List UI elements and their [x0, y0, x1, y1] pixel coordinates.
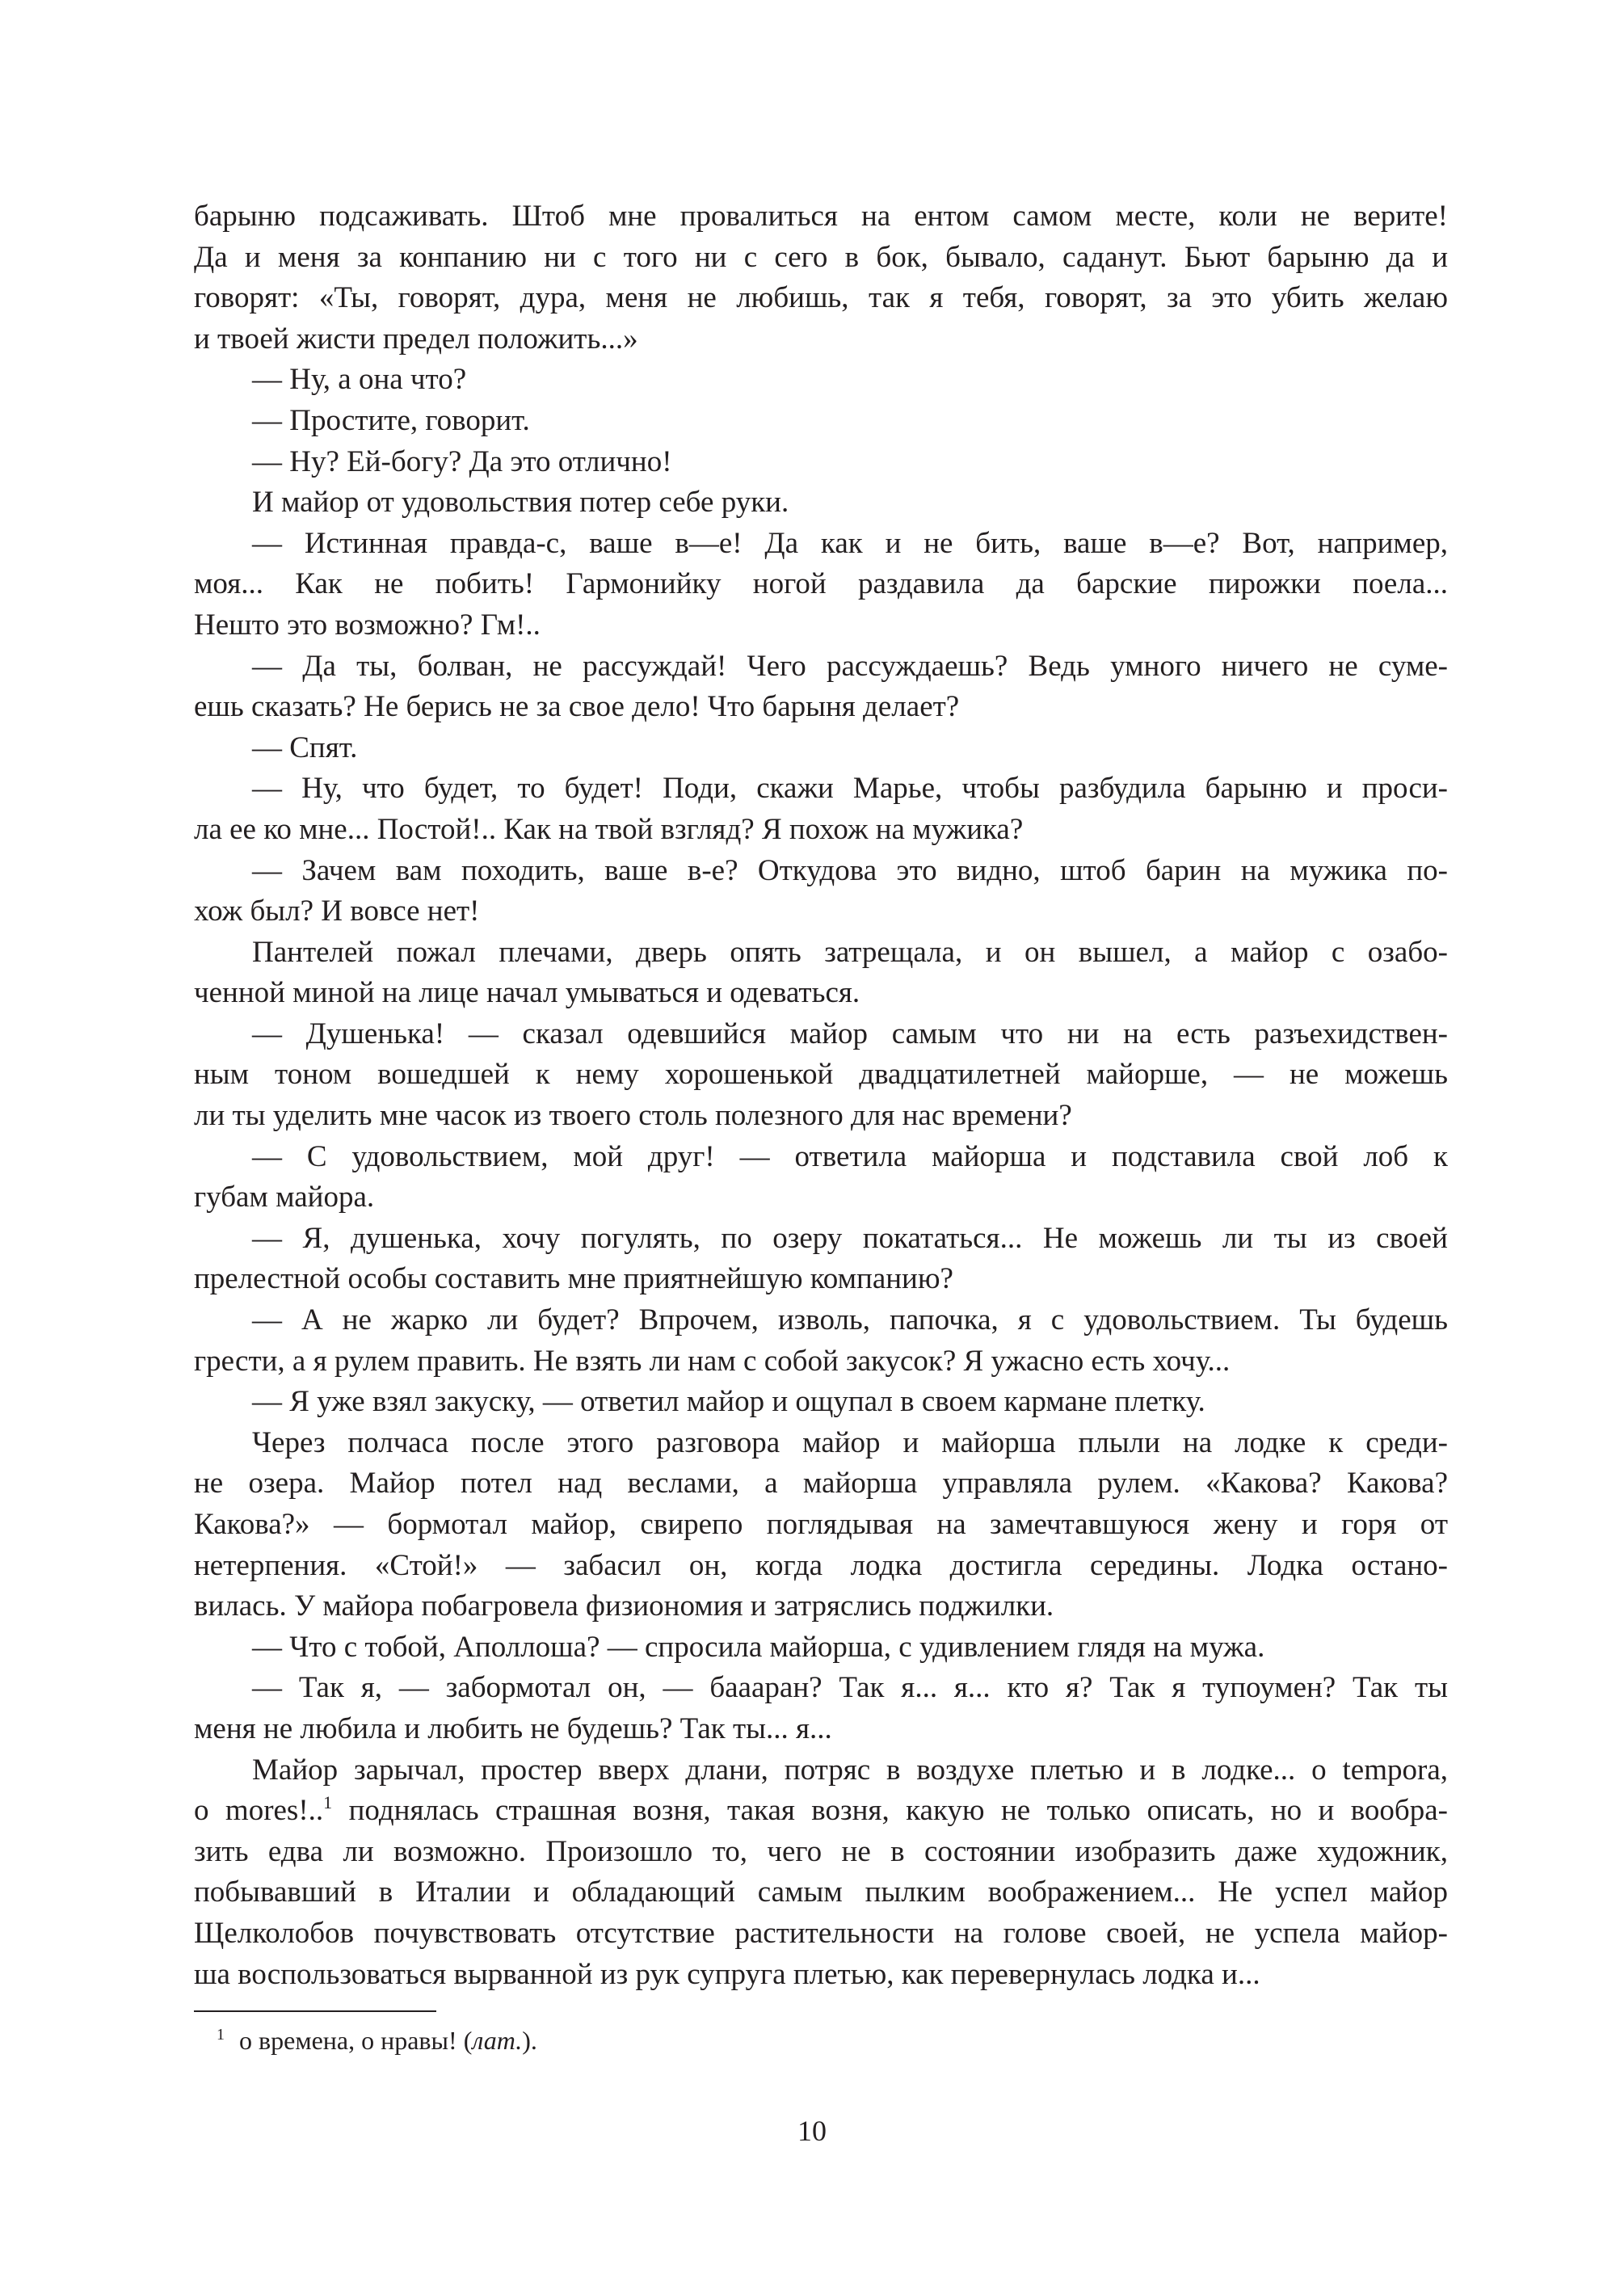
text-line — [194, 891, 1448, 932]
footnote-reference: 1 — [323, 1792, 333, 1813]
text-line — [194, 1341, 1448, 1383]
text-line-content: вилась. У майора побагровела физиономия и затряслись поджилки. — [194, 1589, 1054, 1623]
text-line-content: ла ее ко мне... Постой!.. Как на твой взгляд? Я похож на мужика? — [194, 812, 1024, 846]
text-line — [194, 810, 1448, 851]
text-line-content: — Ну, а она что? — [252, 363, 467, 397]
text-line-content: — Да ты, болван, не рассуждай! Чего рассуждаешь? Ведь умного ничего не суме- — [252, 649, 1448, 683]
text-line — [194, 482, 1448, 524]
text-line — [194, 1054, 1448, 1096]
text-line — [194, 1382, 1448, 1423]
text-line — [194, 238, 1448, 279]
text-line-content: — Я уже взял закуску, — ответил майор и ощупал в своем кармане плетку. — [252, 1385, 1205, 1419]
text-line-content: Какова?» — бормотал майор, свирепо поглядывая на замечтавшуюся жену и горя от — [194, 1508, 1448, 1541]
text-line — [194, 1586, 1448, 1627]
text-line-content: барыню подсаживать. Штоб мне провалиться на ентом самом месте, коли не верите! — [194, 200, 1448, 233]
text-line — [194, 1791, 1448, 1832]
text-line — [194, 1137, 1448, 1178]
text-line — [194, 1709, 1448, 1750]
text-line — [194, 1627, 1448, 1669]
footnote-italic: лат. — [472, 2026, 523, 2055]
text-line-content: побывавший в Италии и обладающий самым пылким воображением... Не успел майор — [194, 1875, 1448, 1909]
text-line-content: и твоей жисти предел положить...» — [194, 322, 638, 356]
text-line-content: — Истинная правда-с, ваше в—е! Да как и не бить, ваше в—е? Вот, например, — [252, 526, 1448, 560]
text-line-content: ли ты уделить мне часок из твоего столь полезного для нас времени? — [194, 1099, 1072, 1133]
footnote-mark: 1 — [217, 2026, 225, 2044]
text-line — [194, 605, 1448, 646]
text-line — [194, 1955, 1448, 1996]
footnote-divider — [194, 2010, 436, 2012]
text-line — [194, 442, 1448, 483]
text-line-content: ным тоном вошедшей к нему хорошенькой двадцатилетней майорше, — не можешь — [194, 1058, 1448, 1092]
text-line — [194, 1546, 1448, 1587]
body-text — [194, 196, 1448, 1995]
text-line-content: — Что с тобой, Аполлоша? — спросила майорша, с удивлением глядя на мужа. — [252, 1630, 1265, 1664]
text-line-content: И майор от удовольствия потер себе руки. — [252, 486, 789, 520]
text-line-content: зить едва ли возможно. Произошло то, чего не в состоянии изобразить даже художник, — [194, 1834, 1448, 1868]
text-line-content: Щелколобов почувствовать отсутствие растительности на голове своей, не успела майор- — [194, 1916, 1448, 1950]
text-line-content: — Душенька! — сказал одевшийся майор самым что ни на есть разъехидствен- — [252, 1017, 1448, 1050]
footnote-after: ). — [522, 2026, 537, 2055]
text-line-content: — Зачем вам походить, ваше в-е? Откудова это видно, штоб барин на мужика по- — [252, 853, 1448, 887]
text-line — [194, 1219, 1448, 1260]
text-line — [194, 1096, 1448, 1137]
text-line-content: — Спят. — [252, 730, 358, 764]
text-line-content: поднялась страшная возня, такая возня, какую не только описать, но и вообра- — [332, 1794, 1449, 1828]
text-line-content: — Ну? Ей-богу? Да это отлично! — [252, 444, 672, 478]
text-line — [194, 1014, 1448, 1055]
text-line — [194, 687, 1448, 728]
text-line-content: хож был? И вовсе нет! — [194, 895, 480, 928]
text-line — [194, 278, 1448, 319]
page-number: 10 — [797, 2115, 827, 2147]
text-line — [194, 1463, 1448, 1505]
text-line — [194, 1423, 1448, 1464]
text-line — [194, 1750, 1448, 1791]
text-line — [194, 728, 1448, 769]
text-line — [194, 768, 1448, 810]
text-line-content: грести, а я рулем править. Не взять ли нам с собой закусок? Я ужасно есть хочу... — [194, 1344, 1231, 1378]
text-line — [194, 401, 1448, 442]
text-line-content: — С удовольствием, мой друг! — ответила майорша и подставила свой лоб к — [252, 1139, 1448, 1173]
text-line-content: — Простите, говорит. — [252, 403, 530, 437]
footnote-text: о времена, о нравы! ( — [239, 2026, 473, 2055]
text-line-content: Да и меня за конпанию ни с того ни с сего в бок, бывало, саданут. Бьют барыню да и — [194, 240, 1448, 274]
text-line — [194, 932, 1448, 974]
text-line-content: моя... Как не побить! Гармонийку ногой раздавила да барские пирожки поела... — [194, 567, 1448, 601]
text-line — [194, 1259, 1448, 1300]
text-line — [194, 851, 1448, 892]
text-line — [194, 196, 1448, 238]
text-line-content: нетерпения. «Стой!» — забасил он, когда лодка достигла середины. Лодка остано- — [194, 1548, 1448, 1582]
text-line — [194, 360, 1448, 401]
text-line-content: ченной миной на лице начал умываться и одеваться. — [194, 976, 860, 1010]
text-line-content: — Я, душенька, хочу погулять, по озеру покататься... Не можешь ли ты из своей — [252, 1221, 1448, 1255]
text-line — [194, 1913, 1448, 1955]
text-line-content: — Так я, — забормотал он, — баааран? Так я... я... кто я? Так я тупоумен? Так ты — [252, 1671, 1448, 1705]
text-line-content: — А не жарко ли будет? Впрочем, изволь, папочка, я с удовольствием. Ты будешь — [252, 1303, 1448, 1337]
text-line-content: Нешто это возможно? Гм!.. — [194, 608, 541, 642]
text-line — [194, 646, 1448, 688]
text-line-content: губам майора. — [194, 1181, 375, 1214]
text-line — [194, 1300, 1448, 1341]
text-line — [194, 1872, 1448, 1913]
text-line-content: — Ну, что будет, то будет! Поди, скажи Марье, чтобы разбудила барыню и проси- — [252, 772, 1448, 806]
text-line — [194, 1505, 1448, 1546]
text-line-content: Через полчаса после этого разговора майор и майорша плыли на лодке к среди- — [252, 1425, 1448, 1459]
text-line-content: меня не любила и любить не будешь? Так ты... я... — [194, 1711, 832, 1745]
text-line-content: не озера. Майор потел над веслами, а майорша управляла рулем. «Какова? Какова? — [194, 1467, 1448, 1501]
text-line-content: прелестной особы составить мне приятнейшую компанию? — [194, 1262, 953, 1296]
text-line-content: Майор зарычал, простер вверх длани, потряс в воздухе плетью и в лодке... o tempora, — [252, 1753, 1448, 1787]
text-line — [194, 1832, 1448, 1873]
text-line — [194, 973, 1448, 1014]
text-line-content: Пантелей пожал плечами, дверь опять затрещала, и он вышел, а майор с озабо- — [252, 935, 1448, 969]
text-line — [194, 1177, 1448, 1219]
text-line-content: ша воспользоваться вырванной из рук супруга плетью, как перевернулась лодка и... — [194, 1957, 1260, 1991]
text-line-content: ешь сказать? Не берись не за свое дело! Что барыня делает? — [194, 690, 960, 724]
footnote — [217, 2023, 537, 2057]
text-line — [194, 1668, 1448, 1709]
text-line-content: o mores!.. — [194, 1794, 324, 1828]
text-line — [194, 319, 1448, 360]
text-line — [194, 564, 1448, 605]
text-line — [194, 524, 1448, 565]
text-line-content: говорят: «Ты, говорят, дура, меня не любишь, так я тебя, говорят, за это убить желаю — [194, 281, 1448, 315]
